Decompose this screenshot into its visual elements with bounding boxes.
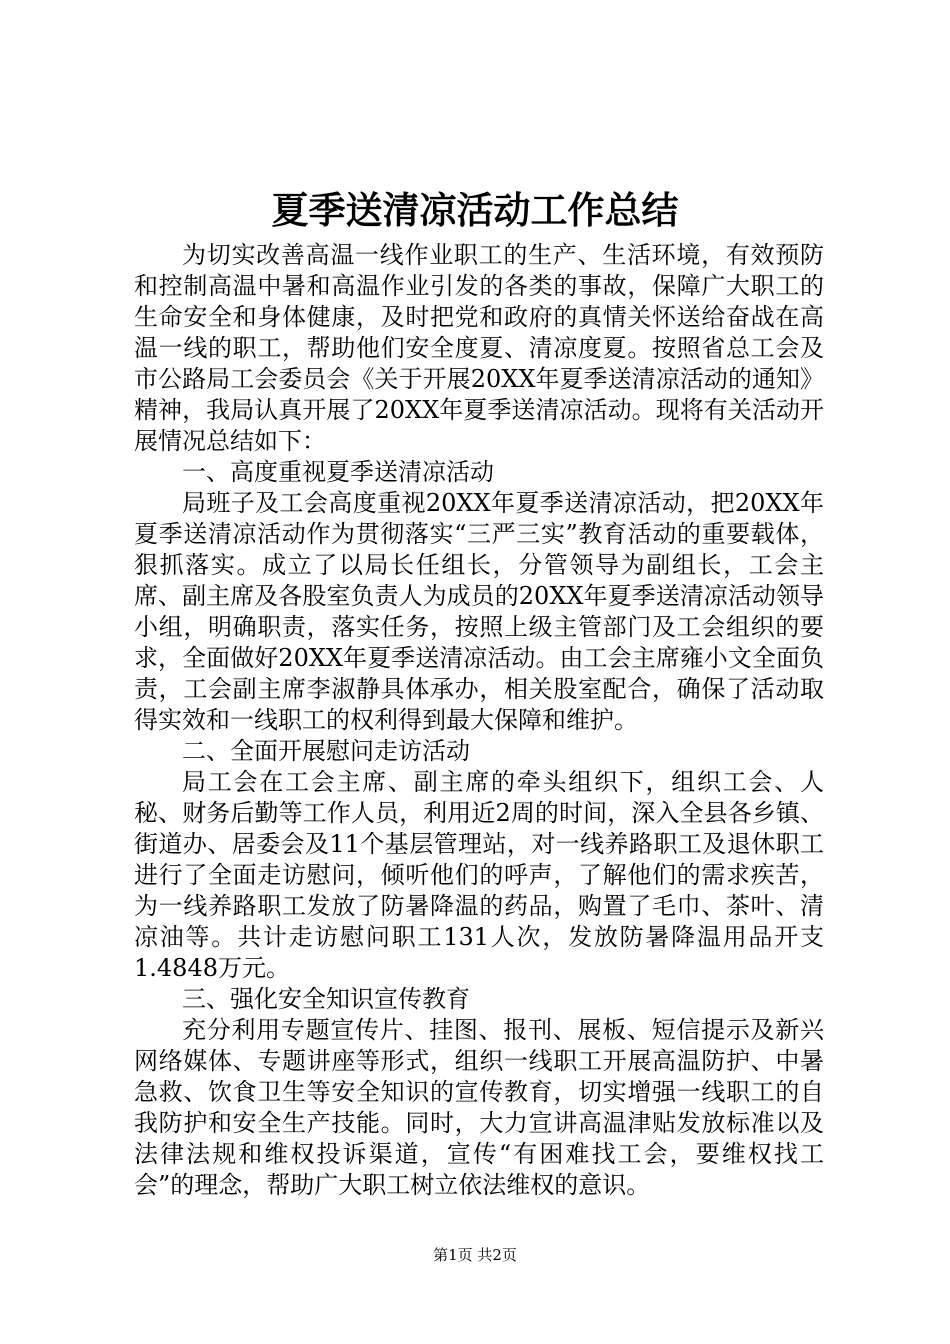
intro-paragraph: 为切实改善高温一线作业职工的生产、生活环境，有效预防和控制高温中暑和高温作业引发的各类的事故，保障广大职工的生命安全和身体健康，及时把党和政府的真情关怀送给奋战在高温一线的职工，帮助他们安全度夏、清凉度夏。按照省总工会及市公路局工会委员会《关于开展20XX年夏季送清凉活动的通知》精神，我局认真开展了20XX年夏季送清凉活动。现将有关活动开展情况总结如下： [134, 241, 824, 455]
section-body-2: 局工会在工会主席、副主席的牵头组织下，组织工会、人秘、财务后勤等工作人员，利用近2周的时间，深入全县各乡镇、街道办、居委会及11个基层管理站，对一线养路职工及退休职工进行了全面走访慰问，倾听他们的呼声，了解他们的需求疾苦，为一线养路职工发放了防暑降温的药品，购置了毛巾、茶叶、清凉油等。共计走访慰问职工131人次，发放防暑降温用品开支1.4848万元。 [134, 768, 824, 982]
section-heading-3: 三、强化安全知识宣传教育 [182, 985, 470, 1013]
document-body [134, 240, 824, 1201]
document-title: 夏季送清凉活动工作总结 [271, 188, 679, 232]
section-heading-2: 二、全面开展慰问走访活动 [182, 737, 470, 765]
section-body-3: 充分利用专题宣传片、挂图、报刊、展板、短信提示及新兴网络媒体、专题讲座等形式，组织一线职工开展高温防护、中暑急救、饮食卫生等安全知识的宣传教育，切实增强一线职工的自我防护和安全生产技能。同时，大力宣讲高温津贴发放标准以及法律法规和维权投诉渠道，宣传“有困难找工会，要维权找工会”的理念，帮助广大职工树立依法维权的意识。 [134, 1016, 824, 1199]
page-footer: 第1页 共2页 [433, 1246, 517, 1264]
section-heading-1: 一、高度重视夏季送清凉活动 [182, 458, 494, 486]
section-body-1: 局班子及工会高度重视20XX年夏季送清凉活动，把20XX年夏季送清凉活动作为贯彻落实“三严三实”教育活动的重要载体，狠抓落实。成立了以局长任组长，分管领导为副组长，工会主席、副主席及各股室负责人为成员的20XX年夏季送清凉活动领导小组，明确职责，落实任务，按照上级主管部门及工会组织的要求，全面做好20XX年夏季送清凉活动。由工会主席雍小文全面负责，工会副主席李淑静具体承办，相关股室配合，确保了活动取得实效和一线职工的权利得到最大保障和维护。 [134, 489, 824, 734]
